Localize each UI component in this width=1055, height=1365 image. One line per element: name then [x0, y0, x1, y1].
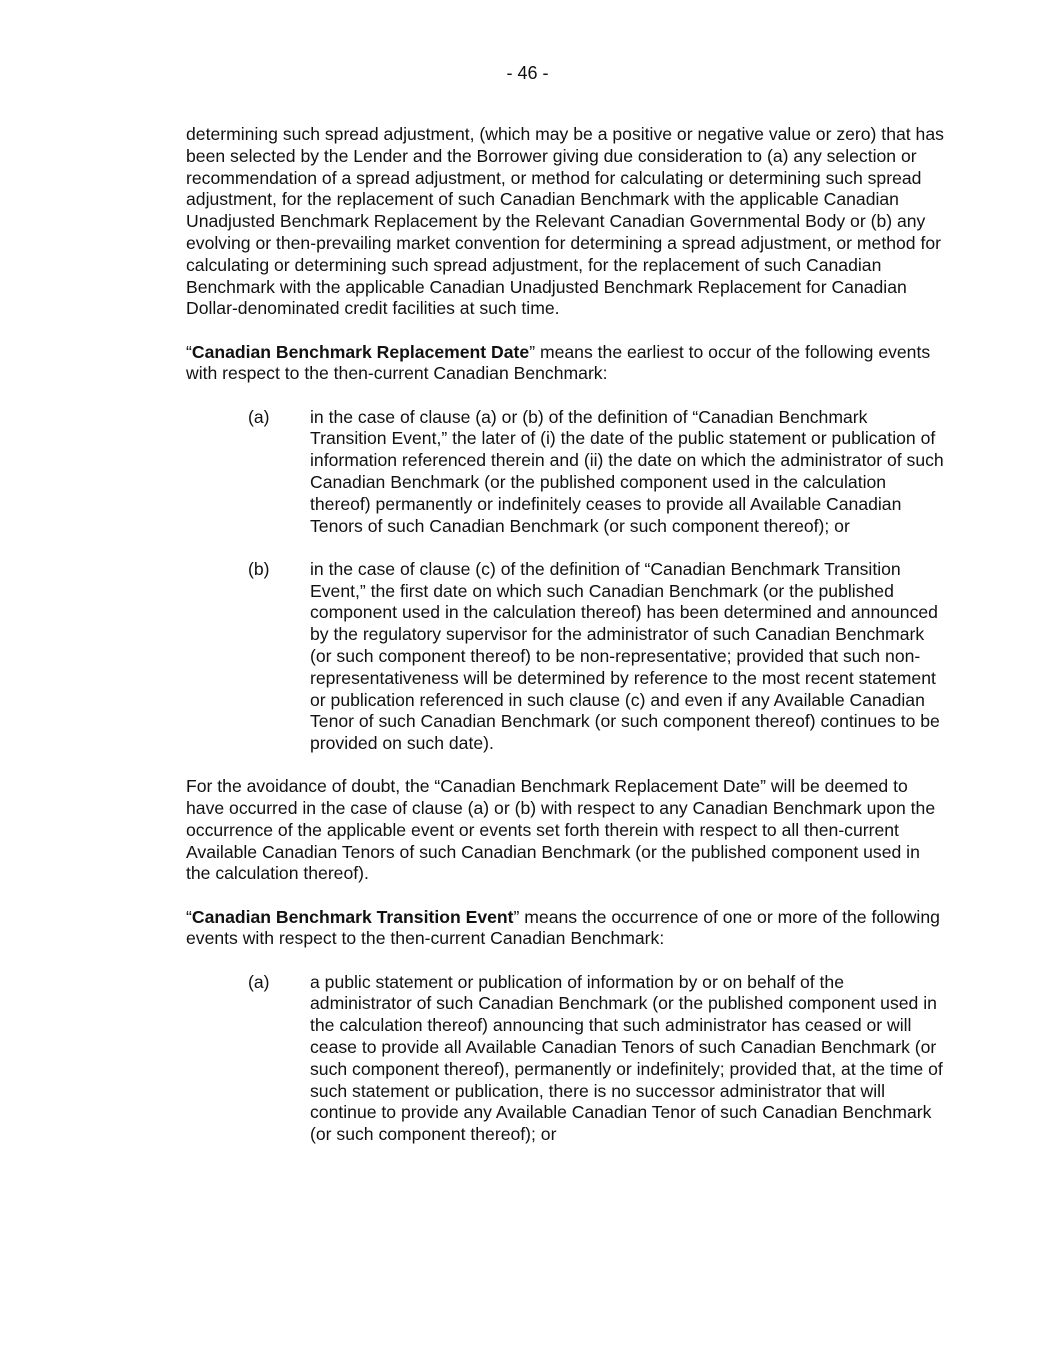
- definition-replacement-date: [186, 342, 946, 386]
- defined-term: Canadian Benchmark Replacement Date: [191, 341, 530, 362]
- item-text: in the case of clause (a) or (b) of the definition of “Canadian Benchmark Transition Event,” the later of (i) the date of the public statement or publication of information referenced therein and (ii) the date on which the administrator of such Canadian Benchmark (or the published component used in the calculation thereof) permanently or indefinitely ceases to provide all Available Canadian Tenors of such Canadian Benchmark (or such component thereof); or: [310, 406, 944, 536]
- definition-transition-event: [186, 907, 946, 951]
- defined-term: Canadian Benchmark Transition Event: [191, 906, 514, 927]
- item-text: a public statement or publication of information by or on behalf of the administrator of such Canadian Benchmark (or the published component used in the calculation thereof) announcing that such administrator has ceased or will cease to provide all Available Canadian Tenors of such Canadian Benchmark (or such component thereof), permanently or indefinitely; provided that, at the time of such statement or publication, there is no successor administrator that will continue to provide any Available Canadian Tenor of such Canadian Benchmark (or such component thereof); or: [310, 971, 943, 1145]
- open-quote: “: [186, 341, 192, 362]
- page-number: - 46 -: [506, 63, 549, 83]
- open-quote: “: [186, 906, 192, 927]
- item-text: in the case of clause (c) of the definition of “Canadian Benchmark Transition Event,” the first date on which such Canadian Benchmark (or the published component used in the calculation thereof) has been determined and announced by the regulatory supervisor for the administrator of such Canadian Benchmark (or such component thereof) to be non-representative; provided that such non-representativeness will be determined by reference to the most recent statement or publication referenced in such clause (c) and even if any Available Canadian Tenor of such Canadian Benchmark (or such component thereof) continues to be provided on such date).: [310, 558, 940, 754]
- item-label: (a): [248, 406, 270, 427]
- list-item: [186, 972, 946, 1146]
- avoidance-of-doubt-paragraph: For the avoidance of doubt, the “Canadian Benchmark Replacement Date” will be deemed to have occurred in the case of clause (a) or (b) with respect to any Canadian Benchmark upon the occurrence of the applicable event or events set forth therein with respect to all then-current Available Canadian Tenors of such Canadian Benchmark (or the published component used in the calculation thereof).: [186, 776, 936, 884]
- item-label: (b): [248, 558, 270, 579]
- spread-adjustment-paragraph: determining such spread adjustment, (which may be a positive or negative value or zero) that has been selected by the Lender and the Borrower giving due consideration to (a) any selection or recommendation of a spread adjustment, or method for calculating or determining such spread adjustment, for the replacement of such Canadian Benchmark with the applicable Canadian Unadjusted Benchmark Replacement by the Relevant Canadian Governmental Body or (b) any evolving or then-prevailing market convention for determining a spread adjustment, or method for calculating or determining such spread adjustment, for the replacement of such Canadian Benchmark with the applicable Canadian Unadjusted Benchmark Replacement for Canadian Dollar-denominated credit facilities at such time.: [186, 124, 944, 319]
- definition-text: ” means the occurrence of one or more of the following events with respect to the then-current Canadian Benchmark:: [186, 906, 940, 949]
- item-label: (a): [248, 971, 270, 992]
- list-item: [186, 407, 946, 538]
- definition-text: ” means the earliest to occur of the following events with respect to the then-current Canadian Benchmark:: [186, 341, 931, 384]
- list-item: [186, 559, 946, 755]
- document-body: [186, 124, 946, 1167]
